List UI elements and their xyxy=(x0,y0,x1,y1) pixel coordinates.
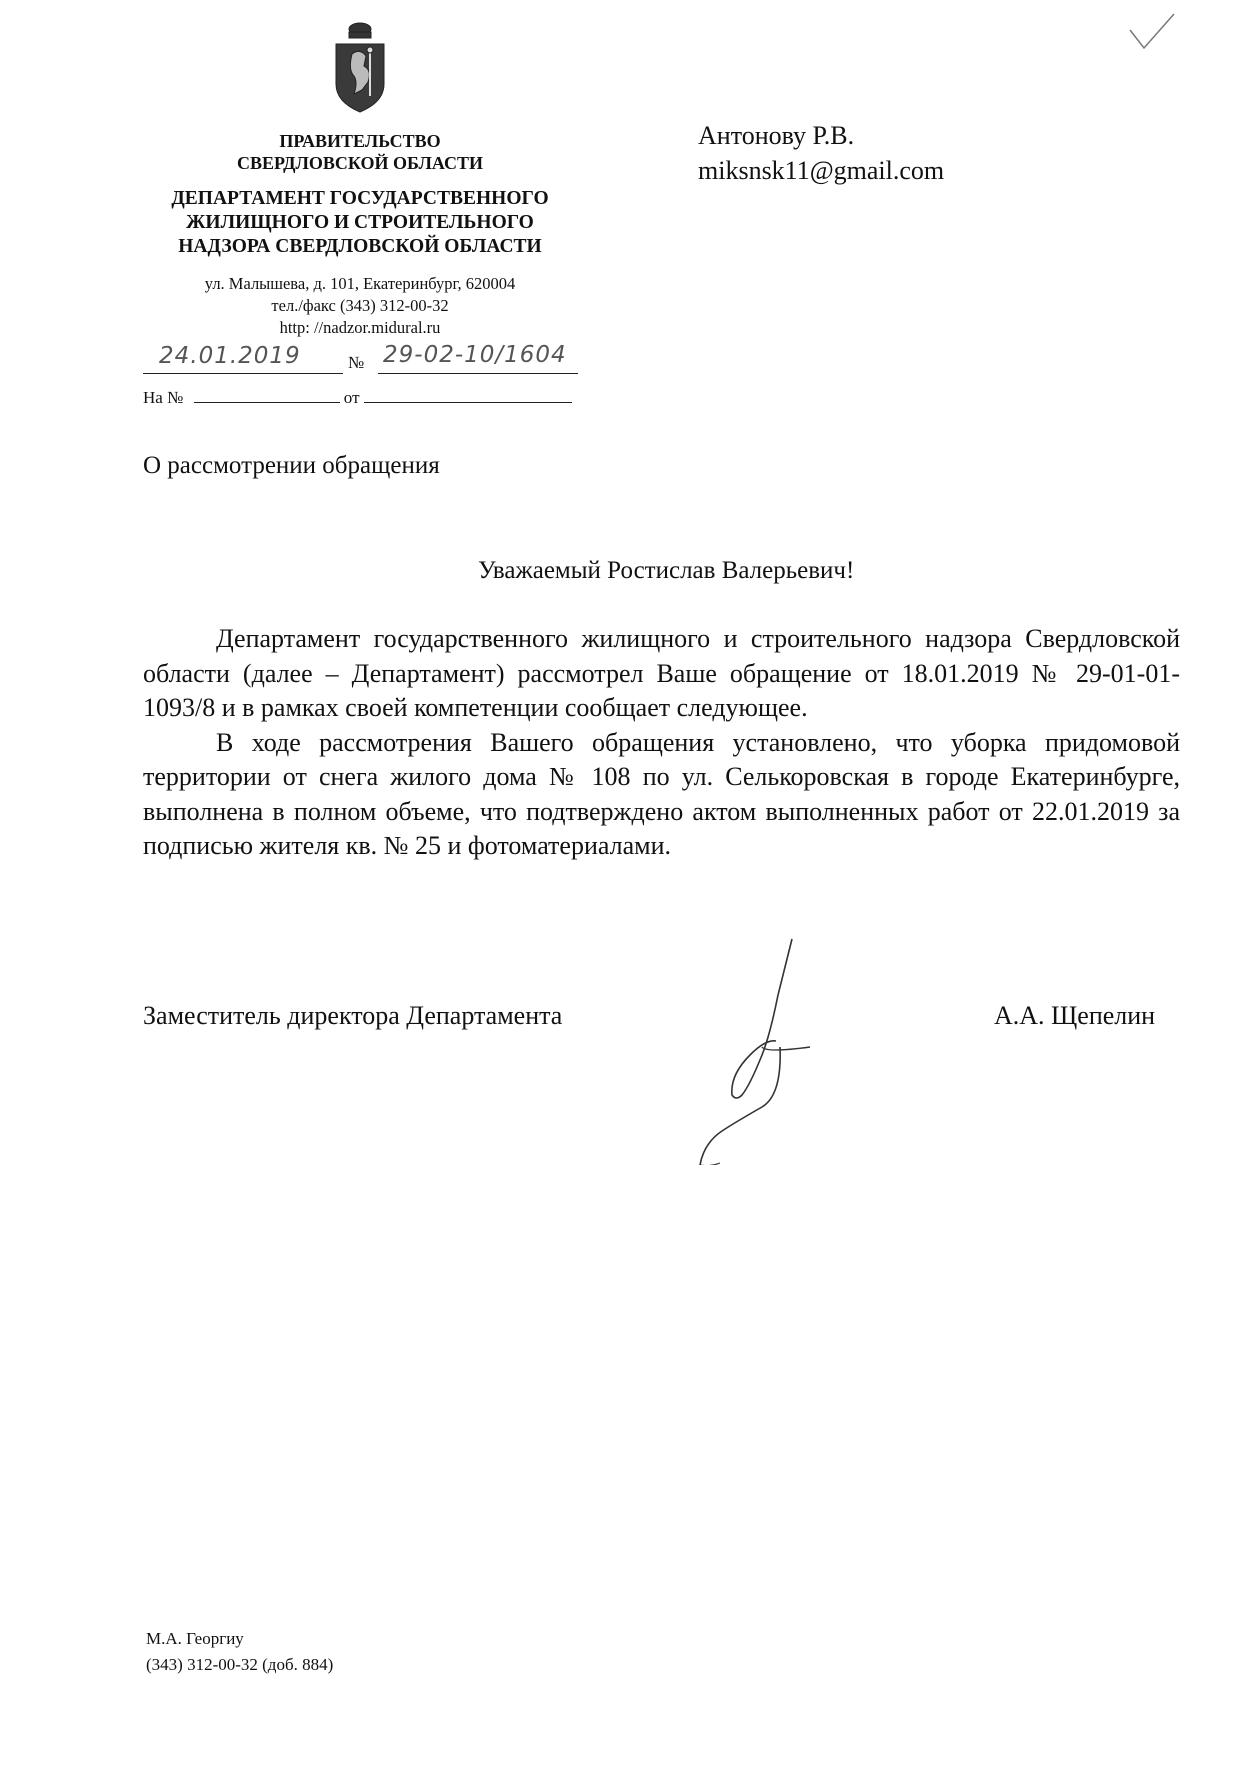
government-name xyxy=(140,130,580,174)
check-mark-icon xyxy=(1128,12,1188,52)
department-name xyxy=(130,187,590,259)
recipient-block xyxy=(698,118,944,188)
department-website: http: //nadzor.midural.ru xyxy=(279,318,441,337)
registration-number: 29-02-10/1604 xyxy=(383,342,567,368)
department-contacts xyxy=(140,273,580,339)
reference-row xyxy=(143,388,572,408)
government-line-2: СВЕРДЛОВСКОЙ ОБЛАСТИ xyxy=(237,153,483,173)
signer-name: А.А. Щепелин xyxy=(994,1001,1156,1030)
department-line-1: ДЕПАРТАМЕНТ ГОСУДАРСТВЕННОГО xyxy=(171,188,549,209)
handwritten-signature xyxy=(670,935,820,1165)
reference-number-blank xyxy=(194,388,340,403)
department-phone: тел./факс (343) 312-00-32 xyxy=(271,296,449,315)
executor-name: М.А. Георгиу xyxy=(146,1629,244,1648)
coat-of-arms-icon xyxy=(332,20,388,120)
signer-title: Заместитель директора Департамента xyxy=(143,1001,563,1030)
department-address: ул. Малышева, д. 101, Екатеринбург, 620004 xyxy=(204,274,516,293)
executor-block xyxy=(146,1626,333,1678)
reference-label: На № xyxy=(143,388,184,407)
body-paragraph-2: В ходе рассмотрения Вашего обращения установлено, что уборка придомовой территории от снега жилого дома № 108 по ул. Селькоровская в городе Екатеринбурге, выполнена в полном объеме, что подтверждено актом выполненных работ от 22.01.2019 за подписью жителя кв. № 25 и фотоматериалами. xyxy=(143,727,1180,860)
executor-phone: (343) 312-00-32 (доб. 884) xyxy=(146,1655,334,1674)
government-line-1: ПРАВИТЕЛЬСТВО xyxy=(279,131,441,151)
letter-subject: О рассмотрении обращения xyxy=(143,452,440,479)
letter-greeting: Уважаемый Ростислав Валерьевич! xyxy=(478,557,855,584)
registration-number-sign: № xyxy=(348,353,365,372)
recipient-name: Антонову Р.В. xyxy=(698,121,855,150)
department-line-2: ЖИЛИЩНОГО И СТРОИТЕЛЬНОГО xyxy=(186,212,534,233)
recipient-email: miksnsk11@gmail.com xyxy=(698,156,945,185)
body-paragraph-1: Департамент государственного жилищного и строительного надзора Свердловской области (далее – Департамент) рассмотрел Ваше обращение от 18.01.2019 № 29-01-01-1093/8 и в рамках своей компетенции сообщает следующее. xyxy=(143,624,1180,722)
reference-from-label: от xyxy=(343,388,360,407)
registration-date: 24.01.2019 xyxy=(159,343,301,369)
letter-body xyxy=(143,622,1180,864)
reference-date-blank xyxy=(364,388,572,403)
registration-number-line xyxy=(378,373,578,374)
department-line-3: НАДЗОРА СВЕРДЛОВСКОЙ ОБЛАСТИ xyxy=(178,236,542,257)
registration-row xyxy=(143,342,583,379)
registration-date-line xyxy=(143,373,343,374)
